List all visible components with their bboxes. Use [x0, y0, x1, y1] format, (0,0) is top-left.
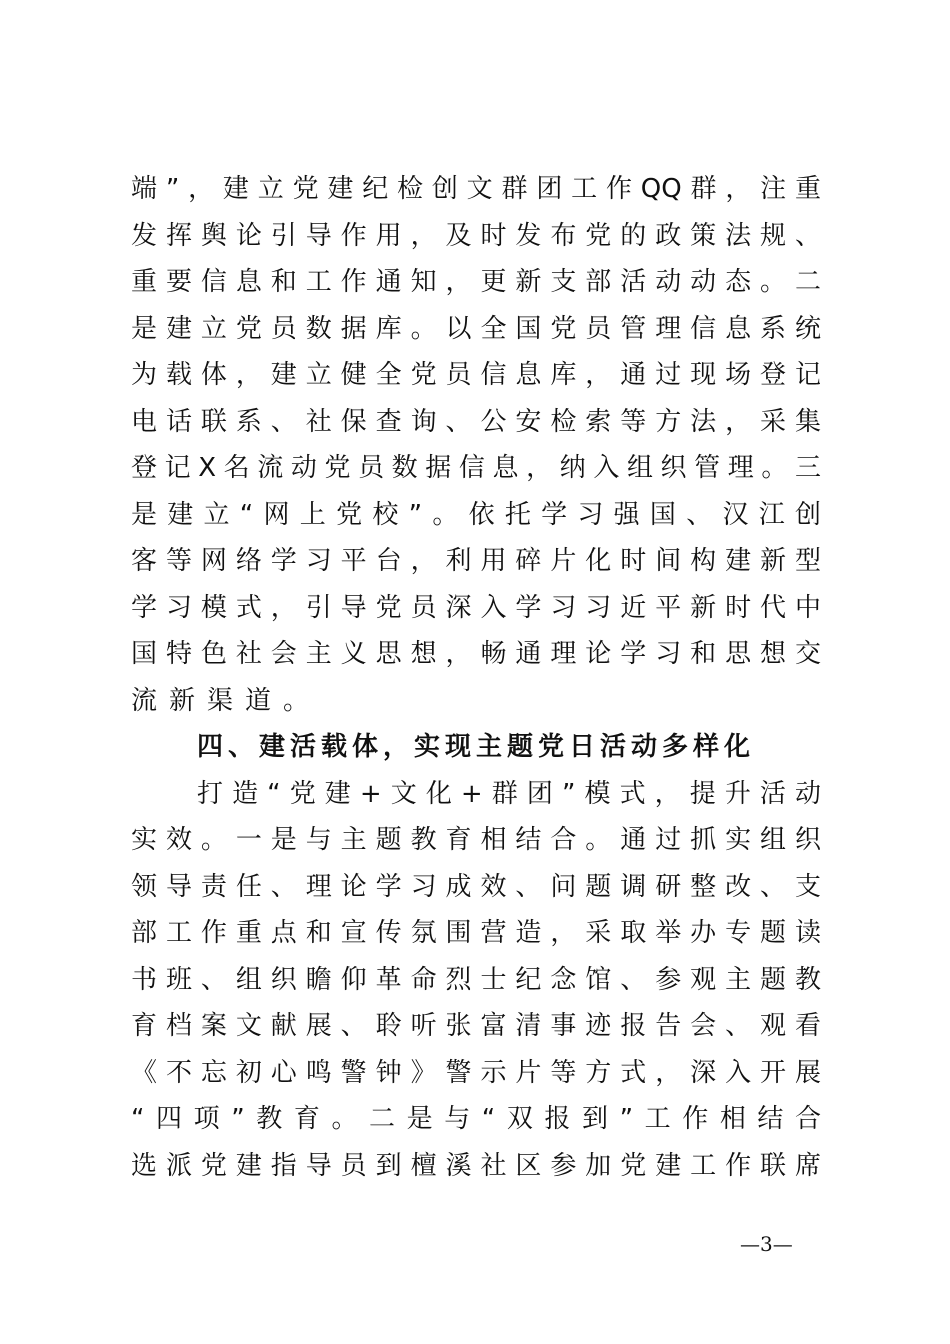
- text-line: 育档案文献展、聆听张富清事迹报告会、观看: [131, 1011, 821, 1041]
- text-line: 为载体，建立健全党员信息库，通过现场登记: [131, 360, 821, 390]
- text-line: 发挥舆论引导作用，及时发布党的政策法规、: [131, 220, 821, 251]
- paragraph-activity-carrier: [131, 771, 821, 1190]
- text-line: 是建立党员数据库。以全国党员管理信息系统: [131, 313, 821, 344]
- text-line: 是建立“网上党校”。依托学习强国、汉江创: [131, 499, 821, 530]
- text-line: 登记X名流动党员数据信息，纳入组织管理。三: [131, 453, 821, 483]
- text-line: “四项”教育。二是与“双报到”工作相结合: [131, 1104, 821, 1134]
- text-line: 实效。一是与主题教育相结合。通过抓实组织: [131, 825, 821, 855]
- section-heading: 四、建活载体，实现主题党日活动多样化: [197, 732, 756, 762]
- text-line: 领导责任、理论学习成效、问题调研整改、支: [131, 871, 821, 902]
- text-line: 国特色社会主义思想，畅通理论学习和思想交: [131, 639, 821, 669]
- text-line: 选派党建指导员到檀溪社区参加党建工作联席: [131, 1150, 821, 1181]
- body-text: [131, 166, 821, 1189]
- text-line: 客等网络学习平台，利用碎片化时间构建新型: [131, 546, 821, 576]
- page-number: —3—: [740, 1232, 793, 1256]
- text-line: 部工作重点和宣传氛围营造，采取举办专题读: [131, 918, 821, 948]
- paragraph-network-platform: [131, 166, 821, 724]
- text-line: 重要信息和工作通知，更新支部活动动态。二: [131, 267, 821, 297]
- text-line: 《不忘初心鸣警钟》警示片等方式，深入开展: [131, 1057, 821, 1088]
- text-line: 学习模式，引导党员深入学习习近平新时代中: [131, 592, 821, 623]
- text-line: 打造“党建+文化+群团”模式，提升活动: [197, 778, 821, 809]
- text-line: 书班、组织瞻仰革命烈士纪念馆、参观主题教: [131, 964, 821, 995]
- text-line: 流新渠道。: [131, 685, 322, 716]
- text-line: 端”，建立党建纪检创文群团工作QQ群，注重: [131, 174, 821, 204]
- text-line: 电话联系、社保查询、公安检索等方法，采集: [131, 406, 821, 437]
